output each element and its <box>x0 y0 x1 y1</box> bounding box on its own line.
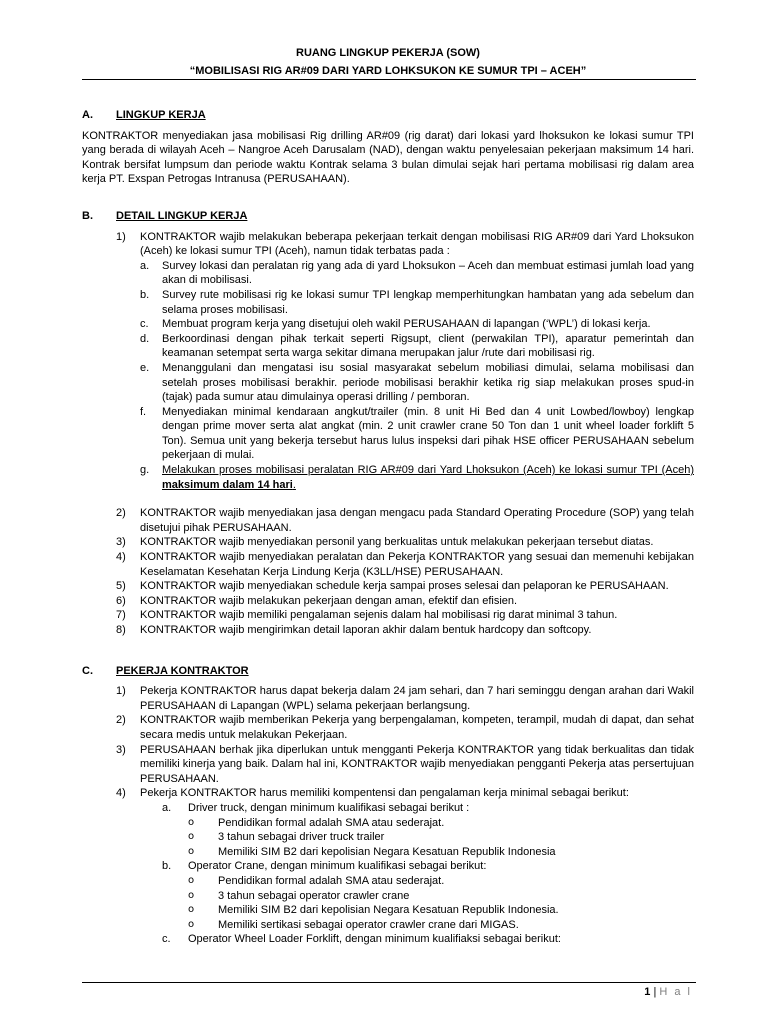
list-text: KONTRAKTOR wajib melakukan beberapa pekerjaan terkait dengan mobilisasi RIG AR#09 dari Yard Lhoksukon (Aceh) ke lokasi sumur TPI (Aceh), namun tidak terbatas pada : <box>140 230 694 258</box>
bullet-item <box>82 874 694 889</box>
sub-text: Membuat program kerja yang disetujui oleh wakil PERUSAHAAN di lapangan (‘WPL’) di lokasi kerja. <box>162 318 651 331</box>
list-text: KONTRAKTOR wajib mengirimkan detail laporan akhir dalam bentuk hardcopy dan softcopy. <box>140 624 592 636</box>
section-c-title: PEKERJA KONTRAKTOR <box>116 664 249 677</box>
section-b-heading <box>82 209 694 224</box>
sub-text: Menanggulani dan mengatasi isu sosial masyarakat sebelum mobiliasi dimulai, selama mobilisasi dan setelah proses mobilisasi berakhir. periode mobilisasi berakhir ketika rig siap melakukan proses spud-in (tajak) pada sumur atau dimulainya operasi drilling / pemboran. <box>162 361 694 404</box>
sub-item <box>82 405 694 463</box>
list-number: 6) <box>116 594 126 607</box>
list-item <box>82 623 694 638</box>
page-number <box>644 985 692 1000</box>
bullet-text: Pendidikan formal adalah SMA atau sederajat. <box>218 816 445 829</box>
bullet-text: Memiliki sertikasi sebagai operator crawler crane dari MIGAS. <box>218 918 519 931</box>
list-item <box>82 608 694 623</box>
list-number: 4) <box>116 787 126 800</box>
list-text: KONTRAKTOR wajib memiliki pengalaman sejenis dalam hal mobilisasi rig darat minimal 3 tahun. <box>140 609 618 622</box>
document-header <box>82 44 694 80</box>
list-item <box>82 594 694 609</box>
bullet-icon: o <box>188 918 195 930</box>
list-item <box>82 550 694 579</box>
sub-letter: c. <box>162 933 171 946</box>
list-number: 1) <box>116 685 126 698</box>
list-item <box>82 743 694 787</box>
sub-text: Berkoordinasi dengan pihak terkait seperti Rigsupt, client (perwakilan TPI), aparatur pemerintah dan keamanan setempat serta warga sekitar dimana merupakan jalur /rute dari mobilisasi rig. <box>162 332 694 360</box>
list-number: 4) <box>116 551 126 564</box>
section-b-letter: B. <box>82 209 93 222</box>
list-text: KONTRAKTOR wajib menyediakan schedule kerja sampai proses selesai dan pelaporan ke PERUSAHAAN. <box>140 580 669 593</box>
bullet-text: Memiliki SIM B2 dari kepolisian Negara Kesatuan Republik Indonesia. <box>218 904 559 917</box>
list-number: 5) <box>116 580 126 593</box>
sub-item <box>82 288 694 317</box>
sub-letter: a. <box>162 801 172 814</box>
sub-text <box>162 463 694 492</box>
section-b-title: DETAIL LINGKUP KERJA <box>116 209 248 222</box>
sub-item <box>82 259 694 288</box>
list-number: 2) <box>116 714 126 727</box>
list-number: 1) <box>116 230 126 243</box>
sub-letter: g. <box>140 464 150 477</box>
sub-item <box>82 361 694 405</box>
list-item <box>82 786 694 801</box>
sub-item <box>82 332 694 361</box>
section-a-paragraph: KONTRAKTOR menyediakan jasa mobilisasi Rig drilling AR#09 (rig darat) dari lokasi yard lhoksukon ke lokasi sumur TPI yang berada di wilayah Aceh – Nangroe Aceh Darusalam (NAD), dengan waktu penyelesaian pekerjaan maksimum 14 hari. Kontrak bersifat lumpsum dan periode waktu Kontrak selama 3 bulan dimulai sejak hari pertama mobilisasi rig dalam area kerja PT. Exspan Petrogas Intranusa (PERUSAHAAN). <box>82 129 694 186</box>
bullet-icon: o <box>188 831 195 843</box>
section-c-letter: C. <box>82 664 93 677</box>
document-body <box>82 108 694 947</box>
sub-text: Menyediakan minimal kendaraan angkut/trailer (min. 8 unit Hi Bed dan 4 unit Lowbed/lowboy) lengkap dengan prime mover serta alat angkat (min. 2 unit crawler crane 50 Ton dan 1 unit wheel loader forklift 5 Ton). Semua unit yang bekerja tersebut harus lulus inspeksi dari pihak HSE officer PERUSAHAAN sebelum pekerjaan di mulai. <box>162 405 694 462</box>
sub-text-end: . <box>292 478 296 491</box>
section-c-heading <box>82 664 694 679</box>
page-footer <box>82 982 696 998</box>
bullet-item <box>82 845 694 860</box>
sub-letter: a. <box>140 259 150 272</box>
section-a-title: LINGKUP KERJA <box>116 109 206 121</box>
sub-item <box>82 317 694 332</box>
sub-letter: d. <box>140 332 150 345</box>
list-number: 3) <box>116 536 126 549</box>
bullet-item <box>82 816 694 831</box>
list-item <box>82 684 694 713</box>
list-text: KONTRAKTOR wajib memberikan Pekerja yang berpengalaman, kompeten, terampil, mudah di dapat, dan sehat secara medis untuk melakukan Pekerjaan. <box>140 714 694 741</box>
section-a-heading <box>82 108 694 123</box>
bullet-item <box>82 903 694 918</box>
list-item <box>82 230 694 259</box>
bullet-text: Memiliki SIM B2 dari kepolisian Negara Kesatuan Republik Indonesia <box>218 845 556 858</box>
list-text: PERUSAHAAN berhak jika diperlukan untuk mengganti Pekerja KONTRAKTOR yang tidak berkualitas dan tidak memiliki kinerja yang baik. Dalam hal ini, KONTRAKTOR wajib menyediakan pengganti Pekerja atas persertujuan PERUSAHAAN. <box>140 743 694 785</box>
section-a-letter: A. <box>82 109 93 121</box>
sub-item <box>82 932 694 947</box>
header-rule <box>82 79 696 80</box>
document-subtitle: “MOBILISASI RIG AR#09 DARI YARD LOHKSUKON KE SUMUR TPI – ACEH” <box>189 65 587 77</box>
sub-text: Driver truck, dengan minimum kualifikasi sebagai berikut : <box>188 801 470 814</box>
sub-text-part: Melakukan proses mobilisasi peralatan RIG AR#09 dari Yard Lhoksukon (Aceh) ke lokasi sumur TPI (Aceh) <box>162 464 694 477</box>
sub-text: Operator Crane, dengan minimum kualifikasi sebagai berikut: <box>188 860 487 873</box>
bullet-icon: o <box>188 845 195 857</box>
list-number: 2) <box>116 507 126 520</box>
list-text: KONTRAKTOR wajib menyediakan jasa dengan mengacu pada Standard Operating Procedure (SOP) yang telah disetujui pihak PERUSAHAAN. <box>140 507 694 534</box>
list-item <box>82 579 694 594</box>
bullet-item <box>82 918 694 933</box>
list-text: Pekerja KONTRAKTOR harus memiliki kompentensi dan pengalaman kerja minimal sebagai berikut: <box>140 787 629 800</box>
bullet-icon: o <box>188 816 195 828</box>
bullet-item <box>82 889 694 904</box>
sub-letter: f. <box>140 405 147 418</box>
list-text: KONTRAKTOR wajib menyediakan personil yang berkualitas untuk melakukan pekerjaan tersebut diatas. <box>140 536 654 549</box>
sub-letter: b. <box>140 288 150 301</box>
list-item <box>82 506 694 535</box>
page-separator: | <box>650 986 660 998</box>
list-number: 3) <box>116 743 126 756</box>
list-item <box>82 535 694 550</box>
page-number-value: 1 <box>644 986 651 998</box>
bullet-icon: o <box>188 874 195 886</box>
bullet-icon: o <box>188 904 195 916</box>
sub-text: Operator Wheel Loader Forklift, dengan minimum kualifiaksi sebagai berikut: <box>188 933 561 946</box>
sub-item <box>82 463 694 492</box>
sub-letter: c. <box>140 318 149 331</box>
list-text: Pekerja KONTRAKTOR harus dapat bekerja dalam 24 jam sehari, dan 7 hari seminggu dengan arahan dari Wakil PERUSAHAAN di Lapangan (WPL) selama pekerjaan berlangsung. <box>140 685 694 712</box>
sub-letter: e. <box>140 361 150 374</box>
bullet-icon: o <box>188 889 195 901</box>
list-number: 8) <box>116 624 126 636</box>
list-item <box>82 713 694 742</box>
sub-text: Survey lokasi dan peralatan rig yang ada di yard Lhoksukon – Aceh dan membuat estimasi jumlah load yang akan di mobilisasi. <box>162 259 694 287</box>
page-label: H a l <box>659 986 692 998</box>
bullet-item <box>82 830 694 845</box>
sub-text-emphasis: maksimum dalam 14 hari <box>162 478 293 491</box>
bullet-text: Pendidikan formal adalah SMA atau sederajat. <box>218 874 445 887</box>
sub-text: Survey rute mobilisasi rig ke lokasi sumur TPI lengkap memperhitungkan hambatan yang ada sebelum dan selama proses mobilisasi. <box>162 288 694 316</box>
document-title: RUANG LINGKUP PEKERJA (SOW) <box>296 47 480 59</box>
sub-letter: b. <box>162 860 172 873</box>
list-number: 7) <box>116 609 126 622</box>
list-text: KONTRAKTOR wajib melakukan pekerjaan dengan aman, efektif dan efisien. <box>140 594 518 607</box>
sub-item <box>82 801 694 816</box>
bullet-text: 3 tahun sebagai operator crawler crane <box>218 889 410 902</box>
sub-item <box>82 859 694 874</box>
bullet-text: 3 tahun sebagai driver truck trailer <box>218 831 385 844</box>
list-text: KONTRAKTOR wajib menyediakan peralatan dan Pekerja KONTRAKTOR yang sesuai dan memenuhi kebijakan Keselamatan Kesehatan Kerja Lindung Kerja (K3LL/HSE) PERUSAHAAN. <box>140 551 694 578</box>
